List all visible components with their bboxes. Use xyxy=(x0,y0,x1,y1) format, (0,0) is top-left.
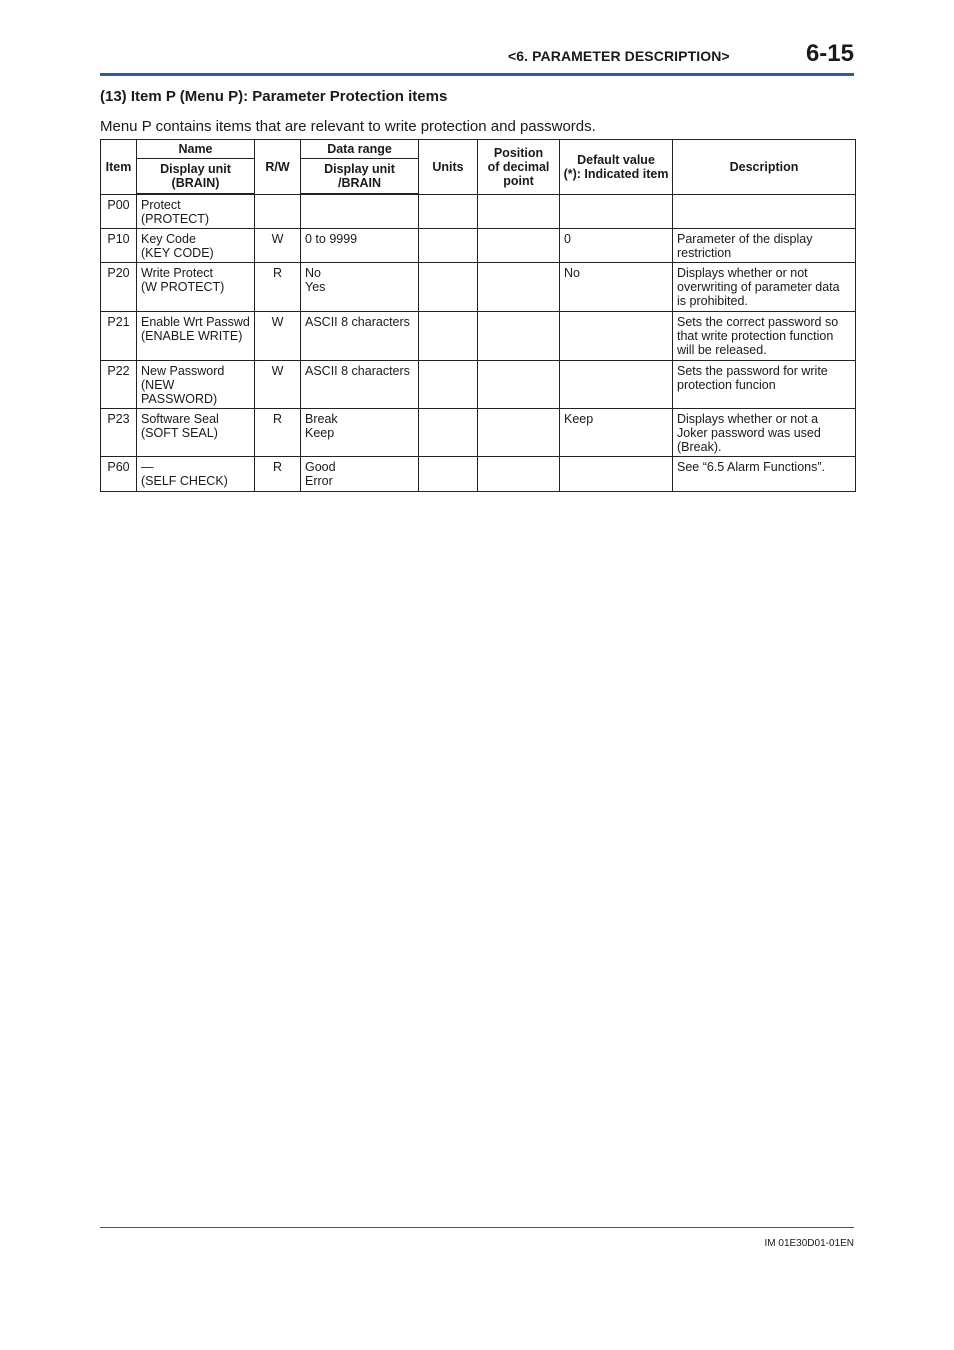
data-range-cell xyxy=(301,229,419,263)
page-number: 6-15 xyxy=(805,40,854,67)
default-value-cell: 0 xyxy=(560,229,673,263)
rw-cell: W xyxy=(255,229,301,263)
header-data-range: Data range xyxy=(301,140,419,159)
name-cell xyxy=(137,194,255,229)
cell-line: Software Seal xyxy=(141,412,219,426)
description-cell: Parameter of the display restriction xyxy=(673,229,856,263)
table-row xyxy=(101,229,856,263)
data-range-cell xyxy=(301,263,419,312)
description-cell xyxy=(673,194,856,229)
default-value-cell: No xyxy=(560,263,673,312)
description-cell: See “6.5 Alarm Functions”. xyxy=(673,457,856,492)
data-range-cell xyxy=(301,361,419,409)
data-range-cell xyxy=(301,457,419,492)
description-cell: Sets the correct password so that write protection function will be released. xyxy=(673,312,856,361)
table-row xyxy=(101,194,856,229)
cell-line: No xyxy=(305,266,321,280)
decimal-position-cell xyxy=(478,263,560,312)
parameter-table xyxy=(100,139,856,492)
cell-line: Keep xyxy=(305,426,335,440)
cell-line: ASCII 8 characters xyxy=(305,315,410,329)
header-line: of decimal xyxy=(487,159,550,174)
table-row xyxy=(101,263,856,312)
header-units: Units xyxy=(419,140,478,195)
description-cell: Sets the password for write protection funcion xyxy=(673,361,856,409)
header-line: point xyxy=(503,173,534,188)
units-cell xyxy=(419,361,478,409)
units-cell xyxy=(419,229,478,263)
header-default-value xyxy=(560,140,673,195)
header-rw: R/W xyxy=(255,140,301,195)
rw-cell: R xyxy=(255,263,301,312)
default-value-cell xyxy=(560,457,673,492)
rw-cell: R xyxy=(255,409,301,457)
decimal-position-cell xyxy=(478,409,560,457)
name-cell xyxy=(137,312,255,361)
rw-cell xyxy=(255,194,301,229)
header-divider xyxy=(100,73,854,76)
header-decimal-position xyxy=(478,140,560,195)
data-range-cell xyxy=(301,194,419,229)
footer-divider xyxy=(100,1227,854,1228)
description-cell: Displays whether or not a Joker password was used (Break). xyxy=(673,409,856,457)
header-line: (*): Indicated item xyxy=(563,166,669,181)
header-line: /BRAIN xyxy=(337,176,382,190)
units-cell xyxy=(419,457,478,492)
table-row xyxy=(101,361,856,409)
units-cell xyxy=(419,194,478,229)
cell-line: (W PROTECT) xyxy=(141,280,225,294)
default-value-cell xyxy=(560,194,673,229)
name-cell xyxy=(137,457,255,492)
cell-line: Write Protect xyxy=(141,266,214,280)
cell-line: ASCII 8 characters xyxy=(305,364,410,378)
section-heading: (13) Item P (Menu P): Parameter Protection items xyxy=(100,88,448,105)
units-cell xyxy=(419,409,478,457)
item-cell: P21 xyxy=(101,312,137,361)
units-cell xyxy=(419,312,478,361)
item-cell: P10 xyxy=(101,229,137,263)
cell-line: (SELF CHECK) xyxy=(141,474,228,488)
item-cell: P22 xyxy=(101,361,137,409)
cell-line: (PROTECT) xyxy=(141,212,210,226)
cell-line: (ENABLE WRITE) xyxy=(141,329,243,343)
default-value-cell xyxy=(560,312,673,361)
header-line: (BRAIN) xyxy=(171,176,220,190)
cell-line: — xyxy=(141,460,154,474)
table-row xyxy=(101,312,856,361)
name-cell xyxy=(137,361,255,409)
intro-paragraph: Menu P contains items that are relevant to write protection and passwords. xyxy=(100,118,596,135)
header-line: Position xyxy=(493,145,544,160)
cell-line: New Password xyxy=(141,364,225,378)
units-cell xyxy=(419,263,478,312)
default-value-cell: Keep xyxy=(560,409,673,457)
table-body xyxy=(101,194,856,492)
item-cell: P20 xyxy=(101,263,137,312)
item-cell: P00 xyxy=(101,194,137,229)
header-line: Display unit xyxy=(324,162,395,176)
header-line: Default value xyxy=(577,152,655,167)
header-section-title: <6. PARAMETER DESCRIPTION> xyxy=(508,48,730,64)
decimal-position-cell xyxy=(478,229,560,263)
decimal-position-cell xyxy=(478,194,560,229)
header-line: Display unit xyxy=(160,162,231,176)
document-number: IM 01E30D01-01EN xyxy=(764,1238,854,1249)
header-name: Name xyxy=(137,140,255,159)
rw-cell: W xyxy=(255,361,301,409)
cell-line: (NEW PASSWORD) xyxy=(141,378,218,406)
default-value-cell xyxy=(560,361,673,409)
cell-line: Enable Wrt Passwd xyxy=(141,315,250,329)
cell-line: 0 to 9999 xyxy=(305,232,358,246)
cell-line: Error xyxy=(305,474,333,488)
decimal-position-cell xyxy=(478,361,560,409)
decimal-position-cell xyxy=(478,457,560,492)
data-range-cell xyxy=(301,409,419,457)
rw-cell: W xyxy=(255,312,301,361)
header-item: Item xyxy=(101,140,137,195)
cell-line: Protect xyxy=(141,198,181,212)
name-cell xyxy=(137,263,255,312)
description-cell: Displays whether or not overwriting of parameter data is prohibited. xyxy=(673,263,856,312)
item-cell: P60 xyxy=(101,457,137,492)
cell-line: Yes xyxy=(305,280,326,294)
header-name-display-unit xyxy=(137,159,255,195)
name-cell xyxy=(137,229,255,263)
cell-line: (SOFT SEAL) xyxy=(141,426,218,440)
table-row xyxy=(101,457,856,492)
header-range-display-unit xyxy=(301,159,419,195)
table-row xyxy=(101,409,856,457)
cell-line: (KEY CODE) xyxy=(141,246,214,260)
decimal-position-cell xyxy=(478,312,560,361)
header-description: Description xyxy=(673,140,856,195)
rw-cell: R xyxy=(255,457,301,492)
data-range-cell xyxy=(301,312,419,361)
cell-line: Good xyxy=(305,460,336,474)
cell-line: Key Code xyxy=(141,232,196,246)
name-cell xyxy=(137,409,255,457)
item-cell: P23 xyxy=(101,409,137,457)
cell-line: Break xyxy=(305,412,338,426)
